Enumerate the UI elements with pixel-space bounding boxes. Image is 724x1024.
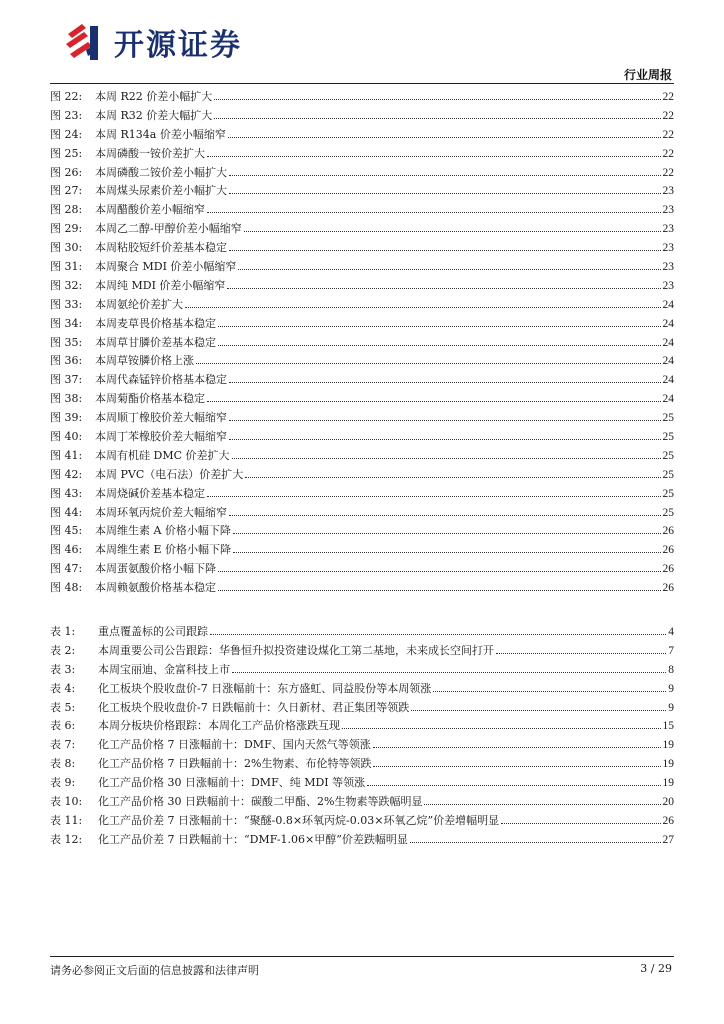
figure-entry[interactable]	[50, 182, 674, 201]
entry-title: 本周 R32 价差大幅扩大	[95, 108, 213, 122]
figure-entry[interactable]	[50, 296, 674, 315]
table-entry[interactable]	[50, 623, 674, 642]
table-entry[interactable]	[50, 774, 674, 793]
entry-page: 25	[662, 431, 674, 444]
figure-entry[interactable]	[50, 220, 674, 239]
dot-leader	[373, 766, 660, 767]
entry-number: 图 37:	[50, 373, 83, 387]
figure-entry[interactable]	[50, 334, 674, 353]
figure-entry[interactable]	[50, 371, 674, 390]
entry-title: 本周纯 MDI 价差小幅缩窄	[95, 278, 226, 292]
dot-leader	[232, 672, 666, 673]
dot-leader	[218, 590, 661, 591]
dot-leader	[229, 439, 661, 440]
entry-title: 本周乙二醇-甲醇价差小幅缩窄	[95, 222, 242, 236]
entry-number: 表 8:	[50, 757, 76, 771]
table-entry[interactable]	[50, 755, 674, 774]
dot-leader	[207, 496, 661, 497]
entry-page: 25	[662, 487, 674, 500]
entry-number: 图 38:	[50, 392, 83, 406]
table-list	[50, 623, 674, 850]
dot-leader	[238, 269, 660, 270]
figure-entry[interactable]	[50, 107, 674, 126]
figure-entry[interactable]	[50, 579, 674, 598]
page-number: 3 / 29	[640, 962, 672, 975]
figure-list	[50, 88, 674, 598]
dot-leader	[207, 401, 661, 402]
entry-number: 图 47:	[50, 562, 83, 576]
entry-page: 25	[662, 449, 674, 462]
dot-leader	[433, 691, 666, 692]
entry-page: 23	[662, 223, 674, 236]
entry-page: 23	[662, 279, 674, 292]
dot-leader	[342, 728, 661, 729]
entry-page: 24	[662, 317, 674, 330]
entry-title: 本周重要公司公告跟踪：华鲁恒升拟投资建设煤化工第二基地，未来成长空间打开	[98, 643, 494, 657]
figure-entry[interactable]	[50, 428, 674, 447]
header-divider	[50, 83, 674, 84]
table-entry[interactable]	[50, 831, 674, 850]
dot-leader	[229, 250, 661, 251]
dot-leader	[244, 231, 661, 232]
entry-page: 15	[662, 720, 674, 733]
entry-page: 26	[662, 582, 674, 595]
entry-number: 表 11:	[50, 813, 83, 827]
dot-leader	[233, 533, 661, 534]
table-entry[interactable]	[50, 699, 674, 718]
entry-number: 图 22:	[50, 90, 83, 103]
entry-number: 表 10:	[50, 795, 83, 809]
dot-leader	[229, 175, 661, 176]
entry-title: 本周粘胶短纤价差基本稳定	[95, 241, 227, 255]
figure-entry[interactable]	[50, 164, 674, 183]
entry-title: 本周磷酸二铵价差小幅扩大	[95, 165, 227, 179]
entry-page: 26	[662, 525, 674, 538]
table-entry[interactable]	[50, 793, 674, 812]
entry-title: 本周醋酸价差小幅缩窄	[95, 203, 205, 217]
entry-title: 本周丁苯橡胶价差大幅缩窄	[95, 430, 227, 444]
dot-leader	[207, 156, 661, 157]
entry-number: 图 34:	[50, 316, 83, 330]
entry-number: 表 4:	[50, 681, 76, 695]
entry-number: 图 48:	[50, 581, 83, 595]
entry-title: 本周 R134a 价差小幅缩窄	[95, 127, 226, 141]
entry-number: 表 7:	[50, 738, 76, 752]
dot-leader	[214, 118, 660, 119]
dot-leader	[410, 842, 661, 843]
table-entry[interactable]	[50, 736, 674, 755]
entry-number: 表 9:	[50, 776, 76, 790]
entry-page: 19	[662, 739, 674, 752]
entry-number: 表 12:	[50, 832, 83, 846]
entry-number: 图 41:	[50, 448, 83, 462]
figure-entry[interactable]	[50, 485, 674, 504]
entry-number: 图 45:	[50, 524, 83, 538]
table-entry[interactable]	[50, 642, 674, 661]
dot-leader	[218, 345, 661, 346]
dot-leader	[245, 477, 660, 478]
figure-entry[interactable]	[50, 126, 674, 145]
dot-leader	[424, 804, 660, 805]
entry-page: 23	[662, 204, 674, 217]
entry-title: 本周聚合 MDI 价差小幅缩窄	[95, 260, 237, 274]
entry-title: 化工产品价格 7 日跌幅前十：2%生物素、布伦特等领跌	[98, 757, 372, 771]
dot-leader	[229, 515, 661, 516]
dot-leader	[496, 653, 666, 654]
figure-entry[interactable]	[50, 541, 674, 560]
figure-entry[interactable]	[50, 522, 674, 541]
entry-title: 本周维生素 A 价格小幅下降	[95, 524, 231, 538]
entry-title: 本周菊酯价格基本稳定	[95, 392, 205, 406]
entry-page: 23	[662, 261, 674, 274]
figure-entry[interactable]	[50, 201, 674, 220]
entry-title: 化工产品价差 7 日跌幅前十：“DMF-1.06×甲醇”价差跌幅明显	[98, 832, 408, 846]
entry-title: 本周蛋氨酸价格小幅下降	[95, 562, 216, 576]
figure-entry[interactable]	[50, 88, 674, 107]
entry-title: 本周维生素 E 价格小幅下降	[95, 543, 232, 557]
entry-page: 22	[662, 166, 674, 179]
entry-number: 图 30:	[50, 241, 83, 255]
figure-entry[interactable]	[50, 315, 674, 334]
figure-entry[interactable]	[50, 145, 674, 164]
dot-leader	[214, 99, 660, 100]
entry-number: 图 27:	[50, 184, 83, 198]
figure-entry[interactable]	[50, 352, 674, 371]
footer-disclaimer: 请务必参阅正文后面的信息披露和法律声明	[50, 964, 259, 977]
entry-number: 图 42:	[50, 467, 83, 481]
dot-leader	[367, 785, 660, 786]
footer-divider	[50, 956, 674, 957]
entry-number: 图 35:	[50, 335, 83, 349]
entry-page: 9	[668, 682, 674, 695]
entry-page: 19	[662, 758, 674, 771]
entry-page: 23	[662, 242, 674, 255]
dot-leader	[228, 137, 661, 138]
table-entry[interactable]	[50, 680, 674, 699]
brand-name: 开源证券	[114, 28, 242, 63]
entry-title: 化工板块个股收盘价-7 日涨幅前十：东方盛虹、同益股份等本周领涨	[98, 681, 432, 695]
dot-leader	[185, 307, 661, 308]
entry-number: 图 43:	[50, 486, 83, 500]
entry-number: 表 3:	[50, 662, 76, 676]
entry-number: 图 26:	[50, 165, 83, 179]
table-entry[interactable]	[50, 661, 674, 680]
table-entry[interactable]	[50, 717, 674, 736]
entry-page: 24	[662, 374, 674, 387]
entry-title: 本周赖氨酸价格基本稳定	[95, 581, 216, 595]
dot-leader	[207, 212, 661, 213]
entry-title: 化工产品价格 30 日跌幅前十：碳酸二甲酯、2%生物素等跌幅明显	[98, 795, 423, 809]
entry-page: 25	[662, 506, 674, 519]
entry-number: 表 5:	[50, 700, 76, 714]
dot-leader	[218, 571, 661, 572]
dot-leader	[373, 747, 661, 748]
dot-leader	[501, 823, 660, 824]
entry-number: 图 40:	[50, 430, 83, 444]
dot-leader	[229, 420, 661, 421]
figure-entry[interactable]	[50, 504, 674, 523]
entry-title: 本周代森锰锌价格基本稳定	[95, 373, 227, 387]
figure-entry[interactable]	[50, 239, 674, 258]
entry-page: 9	[668, 701, 674, 714]
brand-logo	[60, 20, 242, 64]
dot-leader	[218, 326, 661, 327]
entry-title: 本周煤头尿素价差小幅扩大	[95, 184, 227, 198]
figure-entry[interactable]	[50, 409, 674, 428]
dot-leader	[233, 552, 660, 553]
entry-number: 图 44:	[50, 505, 83, 519]
entry-number: 图 46:	[50, 543, 83, 557]
figure-entry[interactable]	[50, 447, 674, 466]
table-entry[interactable]	[50, 812, 674, 831]
entry-number: 图 39:	[50, 411, 83, 425]
entry-title: 本周烧碱价差基本稳定	[95, 486, 205, 500]
kaiyuan-logo-icon	[60, 20, 104, 64]
entry-number: 图 24:	[50, 127, 83, 141]
entry-page: 24	[662, 355, 674, 368]
report-type-tag: 行业周报	[623, 68, 672, 82]
entry-page: 24	[662, 393, 674, 406]
entry-number: 表 2:	[50, 643, 76, 657]
entry-title: 本周磷酸一铵价差扩大	[95, 146, 205, 160]
entry-title: 本周草甘膦价差基本稳定	[95, 335, 216, 349]
entry-page: 23	[662, 185, 674, 198]
entry-page: 22	[662, 91, 674, 103]
entry-page: 22	[662, 109, 674, 122]
entry-number: 图 32:	[50, 278, 83, 292]
entry-number: 图 36:	[50, 354, 83, 368]
entry-page: 24	[662, 298, 674, 311]
entry-title: 化工产品价差 7 日涨幅前十：“聚醚-0.8×环氧丙烷-0.03×环氧乙烷”价差增幅明显	[98, 813, 500, 827]
entry-page: 4	[668, 626, 674, 638]
entry-title: 化工产品价格 30 日涨幅前十：DMF、纯 MDI 等领涨	[98, 776, 366, 790]
dot-leader	[210, 634, 666, 635]
entry-title: 本周分板块价格跟踪：本周化工产品价格涨跌互现	[98, 719, 340, 733]
entry-page: 27	[662, 833, 674, 846]
dot-leader	[229, 193, 661, 194]
dot-leader	[196, 363, 661, 364]
figure-entry[interactable]	[50, 560, 674, 579]
entry-page: 24	[662, 336, 674, 349]
dot-leader	[232, 458, 661, 459]
entry-number: 图 25:	[50, 146, 83, 160]
entry-page: 26	[662, 563, 674, 576]
entry-number: 图 29:	[50, 222, 83, 236]
dot-leader	[227, 288, 660, 289]
entry-title: 本周草铵膦价格上涨	[95, 354, 194, 368]
entry-title: 化工板块个股收盘价-7 日跌幅前十：久日新材、君正集团等领跌	[98, 700, 410, 714]
dot-leader	[229, 382, 661, 383]
entry-number: 图 28:	[50, 203, 83, 217]
entry-page: 7	[668, 644, 674, 657]
entry-title: 本周环氧丙烷价差大幅缩窄	[95, 505, 227, 519]
figure-entry[interactable]	[50, 390, 674, 409]
entry-page: 22	[662, 147, 674, 160]
entry-title: 本周氨纶价差扩大	[95, 297, 183, 311]
entry-page: 26	[662, 544, 674, 557]
entry-page: 22	[662, 128, 674, 141]
entry-number: 表 1:	[50, 625, 76, 638]
entry-page: 8	[668, 663, 674, 676]
entry-page: 20	[662, 796, 674, 809]
entry-title: 本周有机硅 DMC 价差扩大	[95, 448, 230, 462]
figure-entry[interactable]	[50, 258, 674, 277]
entry-title: 本周宝丽迪、金富科技上市	[98, 662, 230, 676]
entry-number: 表 6:	[50, 719, 76, 733]
dot-leader	[411, 710, 666, 711]
entry-title: 重点覆盖标的公司跟踪	[98, 625, 208, 638]
entry-page: 25	[662, 412, 674, 425]
figure-entry[interactable]	[50, 277, 674, 296]
entry-page: 25	[662, 468, 674, 481]
entry-title: 化工产品价格 7 日涨幅前十：DMF、国内天然气等领涨	[98, 738, 371, 752]
entry-title: 本周顺丁橡胶价差大幅缩窄	[95, 411, 227, 425]
entry-page: 19	[662, 777, 674, 790]
entry-number: 图 31:	[50, 260, 83, 274]
entry-title: 本周 PVC（电石法）价差扩大	[95, 467, 244, 481]
figure-entry[interactable]	[50, 466, 674, 485]
entry-number: 图 33:	[50, 297, 83, 311]
entry-page: 26	[662, 814, 674, 827]
entry-title: 本周 R22 价差小幅扩大	[95, 90, 213, 103]
entry-title: 本周麦草畏价格基本稳定	[95, 316, 216, 330]
entry-number: 图 23:	[50, 108, 83, 122]
